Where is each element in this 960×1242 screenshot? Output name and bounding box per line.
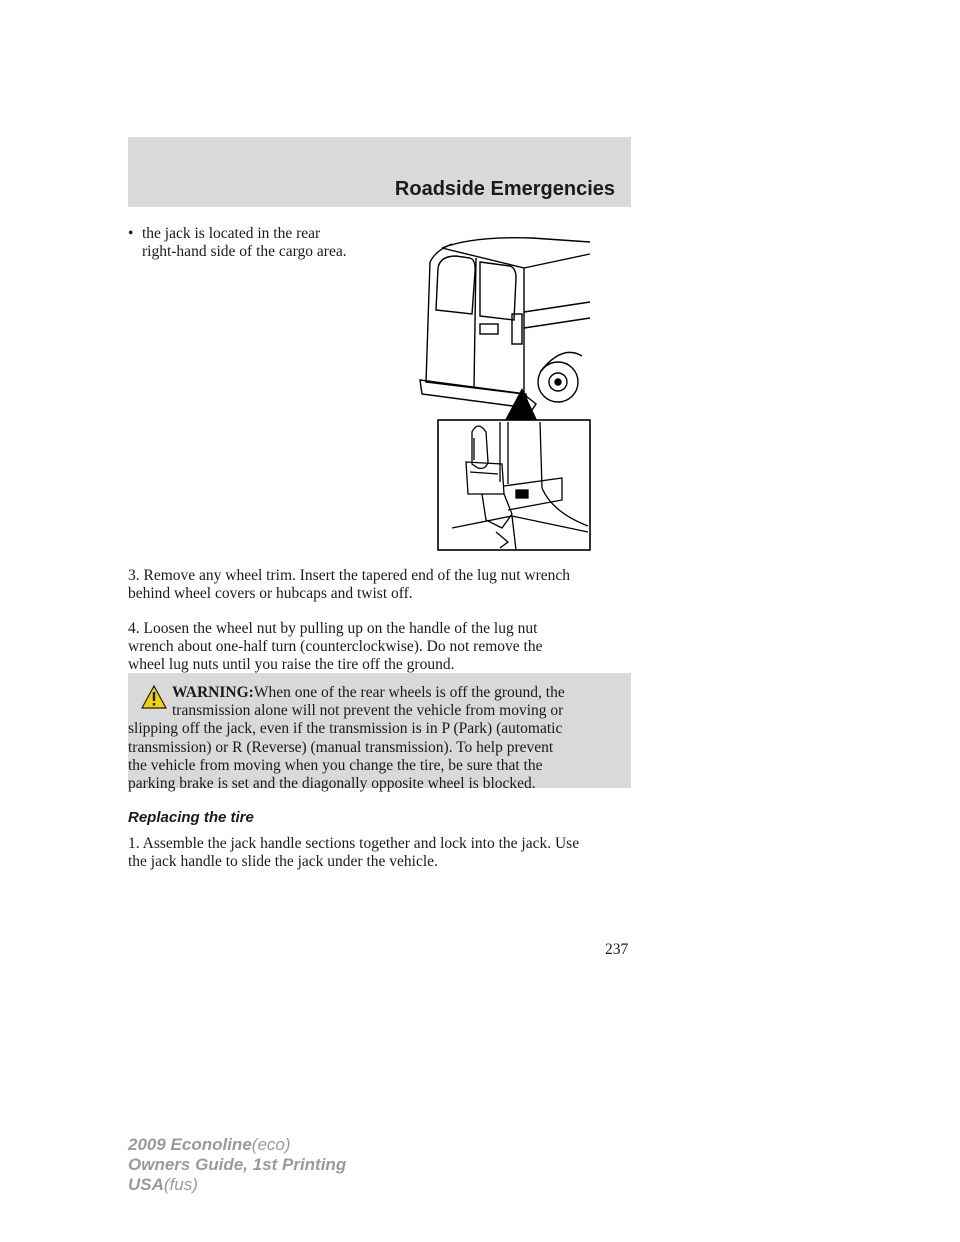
- replacing-step-1-paragraph: [128, 835, 579, 871]
- replacing-line: the jack handle to slide the jack under the vehicle.: [128, 853, 438, 870]
- step-4-line: wrench about one-half turn (counterclockwise). Do not remove the: [128, 638, 543, 655]
- step-3-line: behind wheel covers or hubcaps and twist off.: [128, 585, 413, 602]
- section-header-band: [128, 137, 631, 207]
- warning-label: WARNING:: [172, 684, 254, 701]
- footer-model: 2009 Econoline: [128, 1135, 252, 1154]
- section-title: Roadside Emergencies: [394, 178, 615, 200]
- document-footer: [128, 1135, 346, 1195]
- warning-text: WARNING:When one of the rear wheels is off the ground, the transmission alone will not prevent the vehicle from moving or slipping off the jack, even if the transmission is in P (Park) (automatic transmission) or R (Reverse) (manual transmission). To help prevent the vehicle from moving when you change the tire, be sure that the parking brake is set and the diagonally opposite wheel is blocked.: [128, 684, 565, 793]
- step-3-paragraph: [128, 567, 570, 603]
- step-4-paragraph: [128, 620, 542, 674]
- step-4-line: 4. Loosen the wheel nut by pulling up on the handle of the lug nut: [128, 620, 538, 637]
- replacing-line: 1. Assemble the jack handle sections together and lock into the jack. Use: [128, 835, 580, 852]
- step-3-line: 3. Remove any wheel trim. Insert the tapered end of the lug nut wrench: [128, 567, 571, 584]
- replacing-tire-heading: Replacing the tire: [128, 809, 254, 826]
- jack-location-illustration: [412, 232, 597, 552]
- page-number: 237: [605, 941, 629, 958]
- bullet-line: right-hand side of the cargo area.: [142, 243, 347, 260]
- warning-box: [128, 673, 631, 793]
- bullet-glyph: •: [128, 225, 134, 242]
- van-rear-drawing: [420, 238, 590, 410]
- footer-region-code: (fus): [163, 1175, 198, 1194]
- step-4-line: wheel lug nuts until you raise the tire off the ground.: [128, 656, 455, 673]
- bullet-line: the jack is located in the rear: [142, 225, 321, 242]
- footer-region: USA: [128, 1175, 164, 1194]
- footer-guide: Owners Guide, 1st Printing: [128, 1155, 347, 1174]
- bullet-text: [142, 225, 392, 261]
- footer-model-code: (eco): [251, 1135, 291, 1154]
